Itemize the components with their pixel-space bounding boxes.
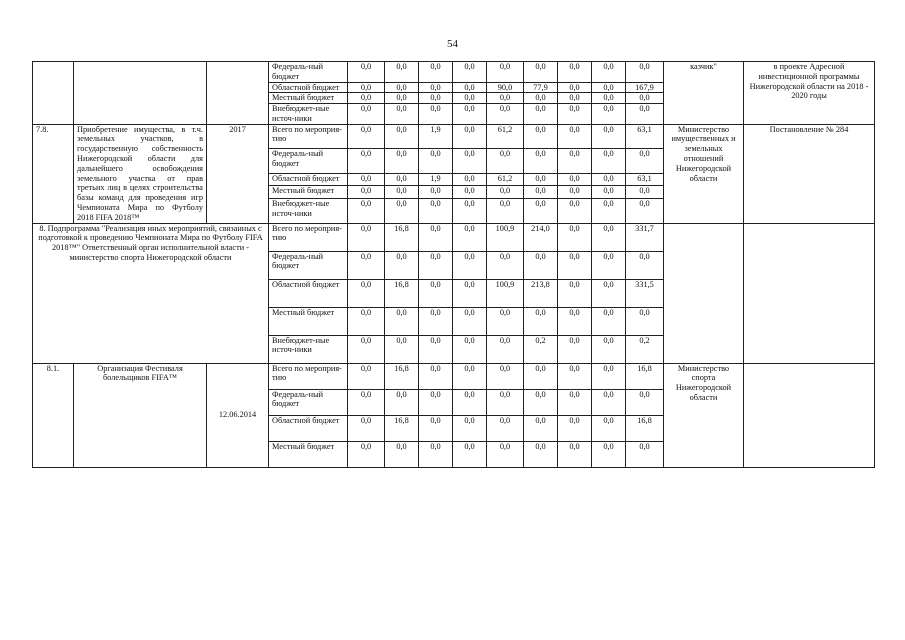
value-cell: 0,0 — [558, 104, 592, 125]
funding-source: Федераль-ный бюджет — [269, 251, 348, 279]
year-cell-empty — [207, 62, 269, 125]
value-cell: 63,1 — [626, 173, 664, 186]
value-cell: 0,0 — [385, 149, 419, 173]
value-cell: 0,0 — [419, 199, 453, 223]
value-cell: 0,0 — [558, 389, 592, 415]
value-cell: 0,0 — [453, 124, 487, 148]
item-name: Приобретение имущества, в т.ч. земельных участков, в государственную собственность Нижегородской области для дальнейшего освобождения земельного участка от прав третьих лиц в целях строительства базы команд для проведения игр Чемпионата Мира по Футболу 2018 FIFA 2018™ — [74, 124, 207, 223]
value-cell: 0,0 — [385, 441, 419, 467]
value-cell: 0,2 — [626, 335, 664, 363]
value-cell: 1,9 — [419, 124, 453, 148]
value-cell: 0,0 — [626, 389, 664, 415]
value-cell: 0,0 — [592, 186, 626, 199]
funding-source: Внебюджет-ные источ-ники — [269, 104, 348, 125]
value-cell: 0,0 — [453, 186, 487, 199]
value-cell: 0,0 — [592, 415, 626, 441]
value-cell: 0,0 — [453, 363, 487, 389]
executor-cell: Министерство спорта Нижегородской области — [664, 363, 744, 467]
value-cell: 0,0 — [419, 62, 453, 83]
page-number: 54 — [447, 38, 458, 50]
value-cell: 0,0 — [592, 173, 626, 186]
item-number: 8.1. — [33, 363, 74, 467]
value-cell: 0,0 — [524, 104, 558, 125]
value-cell: 0,0 — [592, 389, 626, 415]
funding-source: Внебюджет-ные источ-ники — [269, 199, 348, 223]
value-cell: 331,5 — [626, 279, 664, 307]
item-number: 7.8. — [33, 124, 74, 223]
value-cell: 0,0 — [453, 82, 487, 93]
funding-source: Федераль-ный бюджет — [269, 149, 348, 173]
table-row — [33, 124, 875, 148]
value-cell: 61,2 — [487, 173, 524, 186]
value-cell: 0,0 — [592, 363, 626, 389]
value-cell: 0,0 — [419, 389, 453, 415]
value-cell: 0,0 — [419, 279, 453, 307]
value-cell: 0,0 — [453, 307, 487, 335]
value-cell: 0,0 — [419, 307, 453, 335]
funding-source: Всего по мероприя-тию — [269, 363, 348, 389]
value-cell: 16,8 — [626, 415, 664, 441]
subprogram-title: 8. Подпрограмма "Реализация иных мероприятий, связанных с подготовкой к проведению Чемпионата Мира по Футболу FIFA 2018™" Ответственный орган исполнительной власти - министерство спорта Нижегородской области — [33, 223, 269, 363]
funding-source: Областной бюджет — [269, 415, 348, 441]
value-cell: 0,0 — [385, 62, 419, 83]
funding-source: Федераль-ный бюджет — [269, 389, 348, 415]
value-cell: 0,0 — [626, 307, 664, 335]
value-cell: 0,0 — [419, 223, 453, 251]
value-cell: 100,9 — [487, 223, 524, 251]
value-cell: 0,0 — [592, 93, 626, 104]
value-cell: 0,0 — [419, 149, 453, 173]
value-cell: 0,0 — [558, 335, 592, 363]
value-cell: 0,0 — [487, 149, 524, 173]
value-cell: 0,0 — [348, 199, 385, 223]
item-date: 12.06.2014 — [207, 363, 269, 467]
value-cell: 0,0 — [348, 223, 385, 251]
value-cell: 0,0 — [524, 93, 558, 104]
value-cell: 0,0 — [453, 251, 487, 279]
table-body — [33, 62, 875, 468]
value-cell: 0,0 — [419, 93, 453, 104]
funding-source: Местный бюджет — [269, 186, 348, 199]
value-cell: 0,0 — [524, 186, 558, 199]
value-cell: 0,0 — [558, 441, 592, 467]
value-cell: 1,9 — [419, 173, 453, 186]
value-cell: 0,0 — [487, 199, 524, 223]
value-cell: 61,2 — [487, 124, 524, 148]
value-cell: 0,0 — [524, 415, 558, 441]
funding-source: Всего по мероприя-тию — [269, 124, 348, 148]
value-cell: 0,0 — [348, 389, 385, 415]
value-cell: 0,0 — [592, 251, 626, 279]
value-cell: 16,8 — [626, 363, 664, 389]
executor-cell: Министерство имущественных и земельных отношений Нижегородской области — [664, 124, 744, 223]
value-cell: 0,0 — [487, 104, 524, 125]
value-cell: 0,0 — [487, 93, 524, 104]
value-cell: 0,0 — [558, 93, 592, 104]
value-cell: 0,0 — [592, 199, 626, 223]
value-cell: 0,0 — [348, 93, 385, 104]
value-cell: 214,0 — [524, 223, 558, 251]
value-cell: 0,0 — [419, 104, 453, 125]
value-cell: 0,0 — [626, 149, 664, 173]
value-cell: 0,0 — [626, 62, 664, 83]
value-cell: 0,0 — [558, 124, 592, 148]
item-name: Организация Фестиваля болельщиков FIFA™ — [74, 363, 207, 467]
value-cell: 0,0 — [626, 104, 664, 125]
value-cell: 0,0 — [626, 93, 664, 104]
value-cell: 167,9 — [626, 82, 664, 93]
value-cell: 0,0 — [524, 251, 558, 279]
value-cell: 0,0 — [348, 363, 385, 389]
value-cell: 0,0 — [385, 82, 419, 93]
value-cell: 0,0 — [626, 441, 664, 467]
value-cell: 0,0 — [592, 307, 626, 335]
value-cell: 0,0 — [558, 223, 592, 251]
item-year: 2017 — [207, 124, 269, 223]
basis-cell-empty — [744, 223, 875, 363]
value-cell: 0,0 — [558, 251, 592, 279]
value-cell: 0,0 — [487, 251, 524, 279]
funding-source: Областной бюджет — [269, 279, 348, 307]
value-cell: 100,9 — [487, 279, 524, 307]
value-cell: 0,0 — [592, 62, 626, 83]
value-cell: 0,0 — [558, 173, 592, 186]
value-cell: 63,1 — [626, 124, 664, 148]
basis-cell: в проекте Адресной инвестиционной программы Нижегородской области на 2018 - 2020 годы — [744, 62, 875, 125]
value-cell: 0,0 — [419, 363, 453, 389]
value-cell: 0,0 — [453, 199, 487, 223]
value-cell: 0,0 — [524, 307, 558, 335]
table-row — [33, 363, 875, 389]
value-cell: 16,8 — [385, 363, 419, 389]
value-cell: 16,8 — [385, 223, 419, 251]
value-cell: 0,0 — [453, 415, 487, 441]
value-cell: 0,0 — [592, 441, 626, 467]
value-cell: 0,0 — [592, 149, 626, 173]
value-cell: 0,0 — [419, 251, 453, 279]
value-cell: 0,0 — [558, 307, 592, 335]
value-cell: 0,0 — [348, 307, 385, 335]
value-cell: 0,2 — [524, 335, 558, 363]
value-cell: 0,0 — [558, 186, 592, 199]
value-cell: 0,0 — [487, 62, 524, 83]
value-cell: 0,0 — [592, 335, 626, 363]
value-cell: 0,0 — [348, 82, 385, 93]
value-cell: 0,0 — [385, 307, 419, 335]
value-cell: 0,0 — [385, 389, 419, 415]
value-cell: 0,0 — [524, 124, 558, 148]
value-cell: 0,0 — [348, 251, 385, 279]
funding-source: Областной бюджет — [269, 82, 348, 93]
value-cell: 16,8 — [385, 415, 419, 441]
value-cell: 0,0 — [524, 173, 558, 186]
value-cell: 0,0 — [453, 173, 487, 186]
value-cell: 0,0 — [487, 363, 524, 389]
value-cell: 0,0 — [453, 223, 487, 251]
value-cell: 0,0 — [626, 199, 664, 223]
value-cell: 0,0 — [419, 82, 453, 93]
value-cell: 0,0 — [385, 199, 419, 223]
value-cell: 0,0 — [385, 173, 419, 186]
value-cell: 0,0 — [626, 186, 664, 199]
funding-source: Местный бюджет — [269, 441, 348, 467]
value-cell: 0,0 — [524, 149, 558, 173]
value-cell: 0,0 — [453, 279, 487, 307]
value-cell: 0,0 — [558, 199, 592, 223]
value-cell: 0,0 — [592, 104, 626, 125]
value-cell: 0,0 — [558, 149, 592, 173]
value-cell: 0,0 — [487, 307, 524, 335]
value-cell: 0,0 — [348, 279, 385, 307]
program-table — [32, 61, 875, 468]
value-cell: 0,0 — [419, 186, 453, 199]
funding-source: Местный бюджет — [269, 93, 348, 104]
value-cell: 0,0 — [524, 199, 558, 223]
value-cell: 0,0 — [419, 441, 453, 467]
basis-cell-empty — [744, 363, 875, 467]
value-cell: 0,0 — [453, 335, 487, 363]
number-cell-empty — [33, 62, 74, 125]
funding-source: Внебюджет-ные источ-ники — [269, 335, 348, 363]
value-cell: 0,0 — [385, 251, 419, 279]
value-cell: 0,0 — [558, 363, 592, 389]
value-cell: 0,0 — [385, 186, 419, 199]
value-cell: 0,0 — [385, 335, 419, 363]
executor-cell: казчик" — [664, 62, 744, 125]
value-cell: 0,0 — [419, 415, 453, 441]
value-cell: 0,0 — [558, 62, 592, 83]
table-row — [33, 223, 875, 251]
value-cell: 0,0 — [592, 82, 626, 93]
value-cell: 331,7 — [626, 223, 664, 251]
funding-source: Федераль-ный бюджет — [269, 62, 348, 83]
value-cell: 0,0 — [558, 82, 592, 93]
value-cell: 0,0 — [348, 149, 385, 173]
value-cell: 0,0 — [385, 124, 419, 148]
value-cell: 213,8 — [524, 279, 558, 307]
value-cell: 0,0 — [348, 62, 385, 83]
value-cell: 0,0 — [558, 415, 592, 441]
value-cell: 0,0 — [524, 389, 558, 415]
value-cell: 0,0 — [348, 415, 385, 441]
value-cell: 0,0 — [487, 415, 524, 441]
executor-cell-empty — [664, 223, 744, 363]
funding-source: Местный бюджет — [269, 307, 348, 335]
value-cell: 0,0 — [348, 124, 385, 148]
value-cell: 0,0 — [385, 104, 419, 125]
value-cell: 0,0 — [558, 279, 592, 307]
value-cell: 0,0 — [592, 223, 626, 251]
value-cell: 0,0 — [487, 186, 524, 199]
value-cell: 0,0 — [348, 441, 385, 467]
table-row — [33, 62, 875, 83]
funding-source: Всего по мероприя-тию — [269, 223, 348, 251]
value-cell: 0,0 — [348, 335, 385, 363]
basis-cell: Постановление № 284 — [744, 124, 875, 223]
value-cell: 0,0 — [524, 363, 558, 389]
value-cell: 0,0 — [626, 251, 664, 279]
value-cell: 90,0 — [487, 82, 524, 93]
funding-source: Областной бюджет — [269, 173, 348, 186]
value-cell: 77,9 — [524, 82, 558, 93]
value-cell: 0,0 — [453, 441, 487, 467]
value-cell: 0,0 — [592, 279, 626, 307]
value-cell: 0,0 — [453, 62, 487, 83]
value-cell: 0,0 — [453, 149, 487, 173]
value-cell: 0,0 — [524, 441, 558, 467]
value-cell: 0,0 — [453, 93, 487, 104]
value-cell: 0,0 — [487, 441, 524, 467]
value-cell: 0,0 — [487, 335, 524, 363]
name-cell-empty — [74, 62, 207, 125]
value-cell: 0,0 — [453, 389, 487, 415]
value-cell: 0,0 — [419, 335, 453, 363]
value-cell: 0,0 — [348, 104, 385, 125]
value-cell: 0,0 — [348, 173, 385, 186]
value-cell: 0,0 — [592, 124, 626, 148]
value-cell: 16,8 — [385, 279, 419, 307]
value-cell: 0,0 — [487, 389, 524, 415]
value-cell: 0,0 — [524, 62, 558, 83]
value-cell: 0,0 — [385, 93, 419, 104]
value-cell: 0,0 — [348, 186, 385, 199]
value-cell: 0,0 — [453, 104, 487, 125]
